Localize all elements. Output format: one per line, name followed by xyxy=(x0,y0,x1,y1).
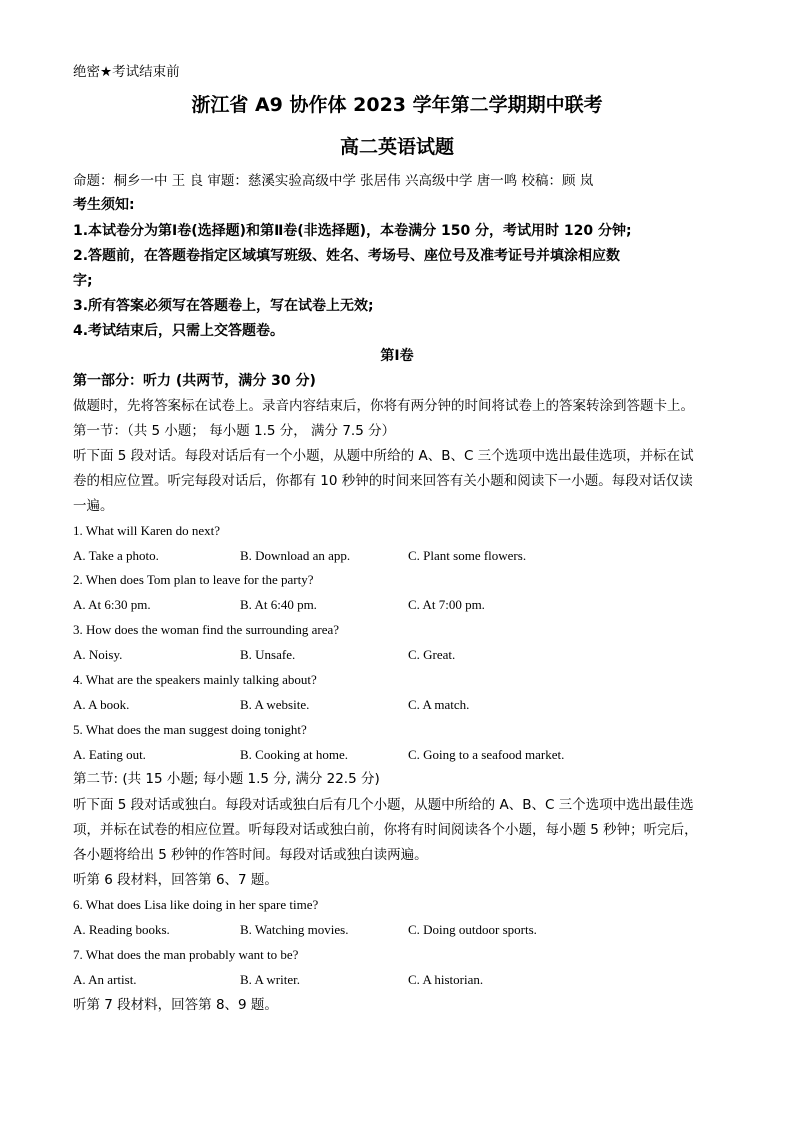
section2-heading: 第二节: (共 15 小题; 每小题 1.5 分, 满分 22.5 分) xyxy=(73,771,380,787)
section1-instruction: 一遍。 xyxy=(73,498,114,514)
section1-heading: 第一节：（共 5 小题； 每小题 1.5 分， 满分 7.5 分） xyxy=(73,423,396,439)
material-note: 听第 6 段材料，回答第 6、7 题。 xyxy=(73,872,278,888)
question-stem: 2. When does Tom plan to leave for the party? xyxy=(73,572,314,587)
question-stem: 1. What will Karen do next? xyxy=(73,523,221,538)
option-b: B. Unsafe. xyxy=(240,647,296,662)
notice-heading: 考生须知: xyxy=(73,197,135,213)
volume-heading: 第Ⅰ卷 xyxy=(380,348,414,364)
option-b: B. Cooking at home. xyxy=(240,747,348,762)
section2-instruction: 听下面 5 段对话或独白。每段对话或独白后有几个小题，从题中所给的 A、B、C 三个选项中选出最佳选 xyxy=(73,797,694,813)
question-stem: 5. What does the man suggest doing tonight? xyxy=(73,722,307,737)
section1-instruction: 卷的相应位置。听完每段对话后，你都有 10 秒钟的时间来回答有关小题和阅读下一小题。每段对话仅读 xyxy=(73,473,693,489)
material-note: 听第 7 段材料，回答第 8、9 题。 xyxy=(73,997,278,1013)
question-stem: 7. What does the man probably want to be? xyxy=(73,947,299,962)
notice-item: 2.答题前，在答题卷指定区域填写班级、姓名、考场号、座位号及准考证号并填涂相应数 xyxy=(73,248,621,264)
option-b: B. A writer. xyxy=(240,972,300,987)
notice-item: 字; xyxy=(73,273,93,289)
option-a: A. Take a photo. xyxy=(73,548,159,563)
option-a: A. An artist. xyxy=(73,972,137,987)
option-c: C. A historian. xyxy=(408,972,484,987)
option-a: A. Eating out. xyxy=(73,747,146,762)
exam-credits: 命题：桐乡一中 王 良 审题：慈溪实验高级中学 张居伟 兴高级中学 唐一鸣 校稿：顾 岚 xyxy=(73,173,594,189)
section2-instruction: 项，并标在试卷的相应位置。听每段对话或独白前，你将有时间阅读各个小题，每小题 5 秒钟；听完后， xyxy=(73,822,698,838)
option-c: C. Great. xyxy=(408,647,456,662)
notice-item: 1.本试卷分为第Ⅰ卷(选择题)和第Ⅱ卷(非选择题)，本卷满分 150 分，考试用时 120 分钟; xyxy=(73,223,632,239)
section2-instruction: 各小题将给出 5 秒钟的作答时间。每段对话或独白读两遍。 xyxy=(73,847,428,863)
exam-subtitle: 高二英语试题 xyxy=(339,136,454,158)
option-b: B. At 6:40 pm. xyxy=(240,597,317,612)
option-a: A. Reading books. xyxy=(73,922,170,937)
part1-heading: 第一部分：听力 (共两节，满分 30 分) xyxy=(73,373,316,389)
exam-title: 浙江省 A9 协作体 2023 学年第二学期期中联考 xyxy=(191,94,603,116)
part1-instruction: 做题时，先将答案标在试卷上。录音内容结束后，你将有两分钟的时间将试卷上的答案转涂到答题卡上。 xyxy=(73,398,694,414)
option-c: C. Plant some flowers. xyxy=(408,548,527,563)
question-stem: 3. How does the woman find the surrounding area? xyxy=(73,622,340,637)
option-a: A. A book. xyxy=(73,697,130,712)
option-c: C. Doing outdoor sports. xyxy=(408,922,537,937)
notice-item: 4.考试结束后，只需上交答题卷。 xyxy=(73,323,285,339)
option-a: A. Noisy. xyxy=(73,647,123,662)
option-c: C. Going to a seafood market. xyxy=(408,747,565,762)
option-a: A. At 6:30 pm. xyxy=(73,597,151,612)
option-b: B. A website. xyxy=(240,697,310,712)
question-stem: 4. What are the speakers mainly talking about? xyxy=(73,672,317,687)
option-c: C. A match. xyxy=(408,697,470,712)
option-c: C. At 7:00 pm. xyxy=(408,597,485,612)
notice-item: 3.所有答案必须写在答题卷上，写在试卷上无效; xyxy=(73,298,374,314)
question-stem: 6. What does Lisa like doing in her spare time? xyxy=(73,897,319,912)
section1-instruction: 听下面 5 段对话。每段对话后有一个小题，从题中所给的 A、B、C 三个选项中选出最佳选项，并标在试 xyxy=(73,448,694,464)
option-b: B. Download an app. xyxy=(240,548,351,563)
option-b: B. Watching movies. xyxy=(240,922,349,937)
confidential-mark: 绝密★考试结束前 xyxy=(73,64,180,80)
